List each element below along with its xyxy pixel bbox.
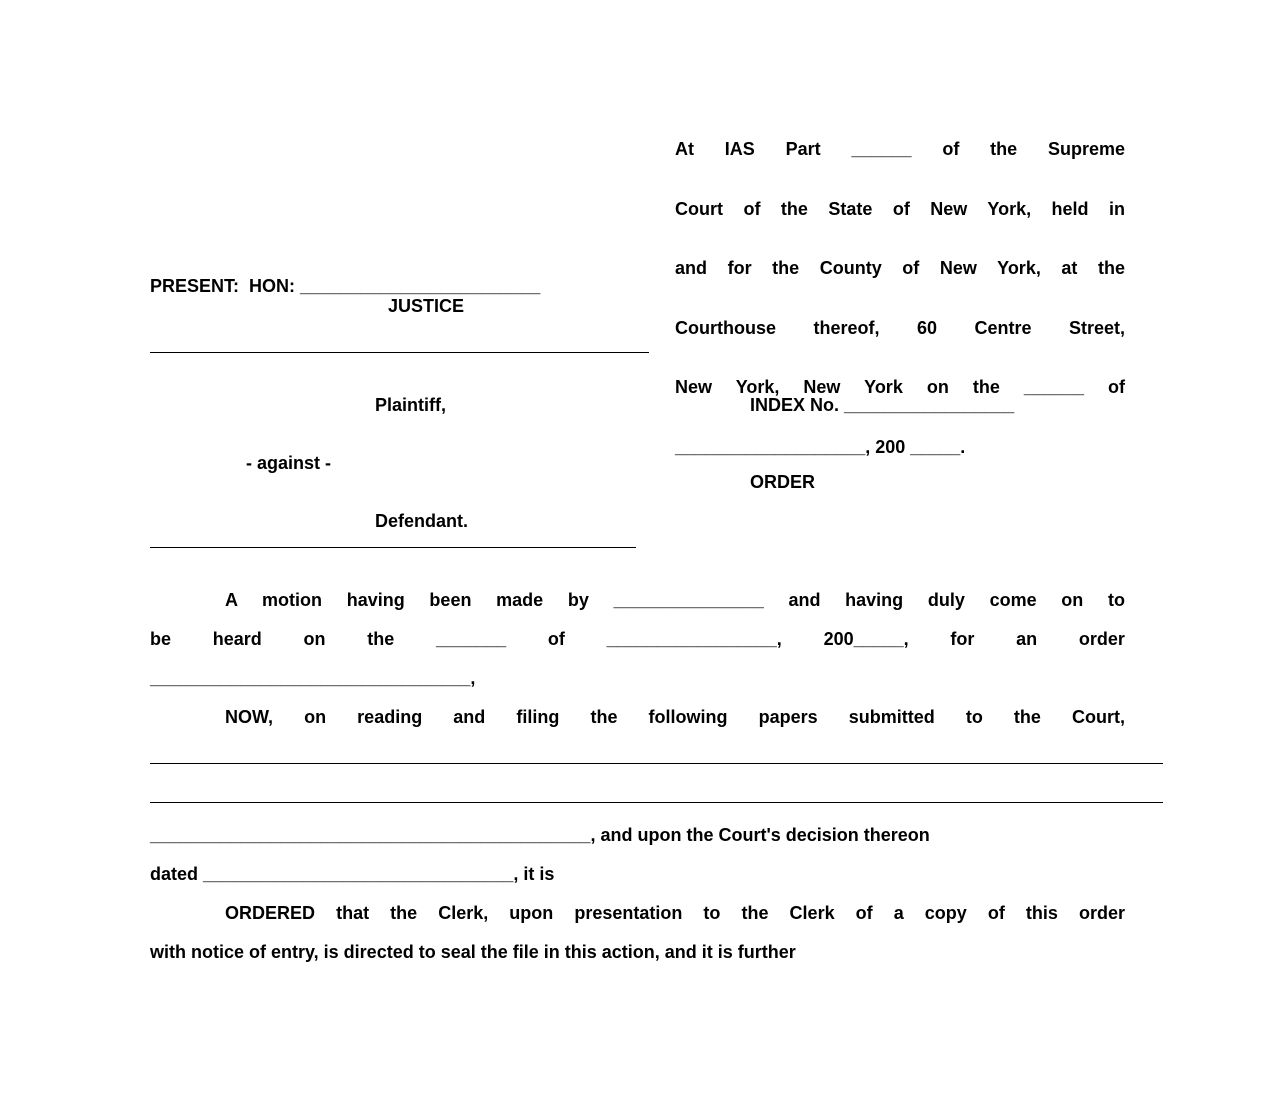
motion-line-3: ________________________________, [150,668,476,688]
defendant-label: Defendant. [375,511,469,531]
word: for [950,629,975,649]
caption-line: At IAS Part ______ of the Supreme [675,139,1125,159]
against-label: - against - [246,453,332,473]
caption-line: and for the County of New York, at the [675,258,1125,278]
ordered-line-1: ORDERED that the Clerk, upon presentation to the Clerk of a copy of this order [225,903,1125,923]
word: be [150,629,172,649]
word: _________________, [606,629,782,649]
motion-line-2 [150,629,1125,649]
caption-line: ___________________, 200 _____. [675,436,966,457]
ordered-line-2: with notice of entry, is directed to seal the file in this action, and it is further [150,942,796,962]
caption-line: Courthouse thereof, 60 Centre Street, [675,317,1125,338]
caption-line: New York, New York on the ______ of [675,377,1125,397]
order-title: ORDER [750,472,816,492]
upon-decision-line: ____________________________________________, and upon the Court's decision thereon [150,825,930,845]
papers-blank-line-2 [150,802,1163,803]
word: an [1016,629,1038,649]
plaintiff-label: Plaintiff, [375,395,446,415]
word: the [367,629,395,649]
word: of [547,629,565,649]
word: 200_____, [823,629,909,649]
present-hon-line: PRESENT: HON: ________________________ [150,276,541,296]
word: _______ [436,629,507,649]
justice-label: JUSTICE [388,296,465,316]
motion-line-1: A motion having been made by _______________ and having duly come on to [225,590,1125,610]
word: on [303,629,326,649]
word: heard [212,629,262,649]
now-reading-line: NOW, on reading and filing the following papers submitted to the Court, [225,707,1125,727]
party-box-bottom-rule [150,547,636,548]
caption-line: Court of the State of New York, held in [675,198,1125,219]
word: order [1078,629,1125,649]
index-number-line: INDEX No. _________________ [750,395,1015,415]
dated-line: dated _______________________________, it is [150,864,555,884]
papers-blank-line-1 [150,763,1163,764]
party-box-top-rule [150,352,649,353]
court-caption [675,100,1125,477]
